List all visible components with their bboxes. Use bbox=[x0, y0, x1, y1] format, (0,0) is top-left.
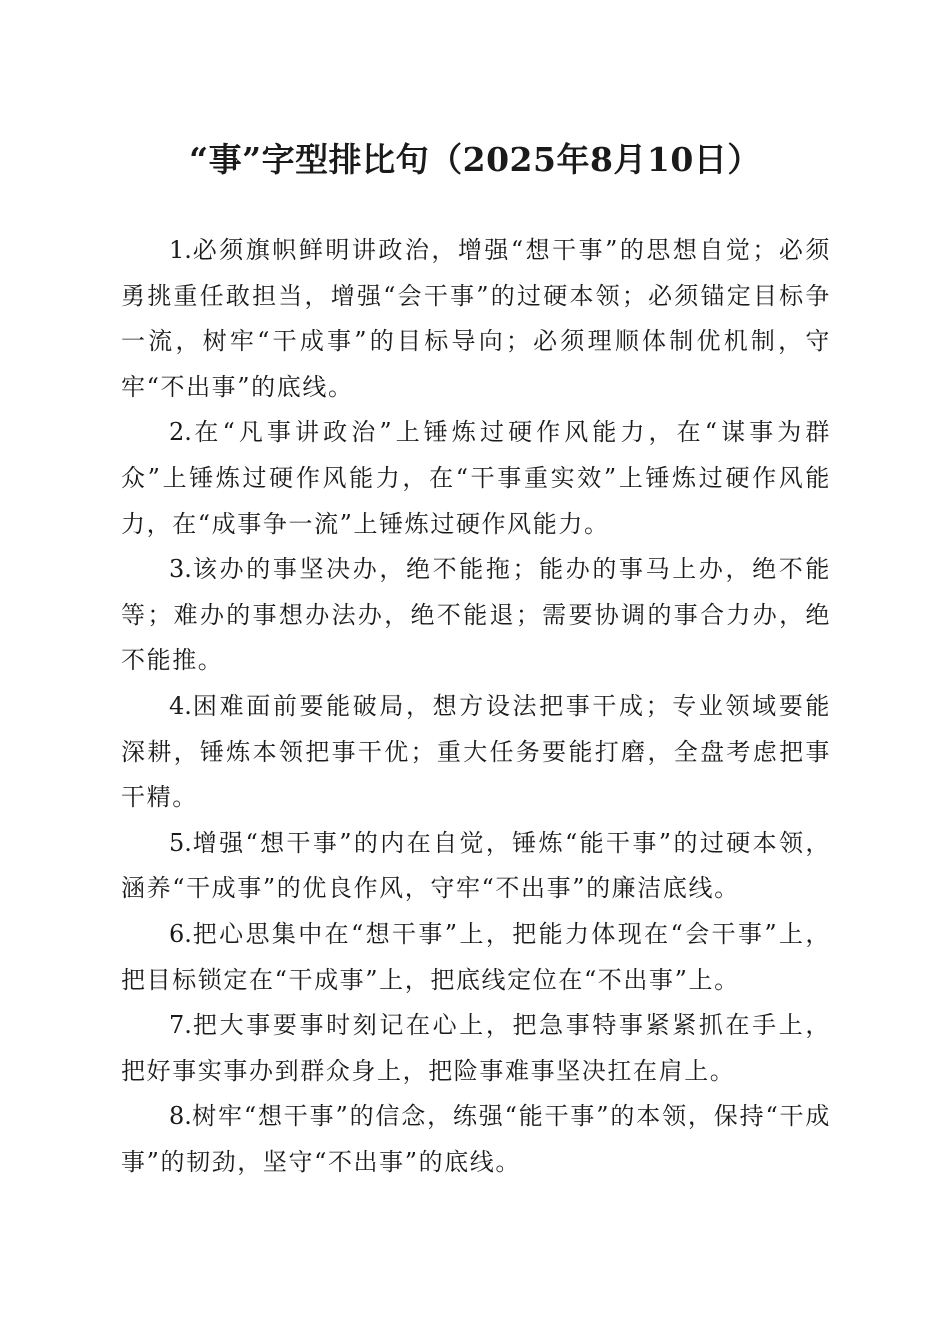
paragraph-2 bbox=[121, 410, 831, 547]
paragraph-text: 必须旗帜鲜明讲政治，增强“想干事”的思想自觉；必须勇挑重任敢担当，增强“会干事”的过硬本领；必须锚定目标争一流，树牢“干成事”的目标导向；必须理顺体制优机制，守牢“不出事”的底线。 bbox=[121, 236, 831, 401]
paragraph-1 bbox=[121, 228, 831, 410]
paragraph-text: 困难面前要能破局，想方设法把事干成；专业领域要能深耕，锤炼本领把事干优；重大任务要能打磨，全盘考虑把事干精。 bbox=[121, 691, 831, 812]
paragraph-number: 3. bbox=[169, 555, 192, 584]
paragraph-6 bbox=[121, 912, 831, 1003]
paragraph-text: 把心思集中在“想干事”上，把能力体现在“会干事”上，把目标锁定在“干成事”上，把底线定位在“不出事”上。 bbox=[121, 919, 831, 994]
paragraph-number: 7. bbox=[169, 1011, 192, 1040]
paragraph-7 bbox=[121, 1003, 831, 1094]
paragraph-5 bbox=[121, 821, 831, 912]
paragraph-text: 树牢“想干事”的信念，练强“能干事”的本领，保持“干成事”的韧劲，坚守“不出事”的底线。 bbox=[121, 1102, 831, 1176]
paragraph-4 bbox=[121, 684, 831, 821]
paragraph-number: 4. bbox=[169, 691, 192, 720]
paragraph-3 bbox=[121, 547, 831, 684]
paragraph-text: 在“凡事讲政治”上锤炼过硬作风能力，在“谋事为群众”上锤炼过硬作风能力，在“干事重实效”上锤炼过硬作风能力，在“成事争一流”上锤炼过硬作风能力。 bbox=[121, 418, 831, 538]
document-body bbox=[121, 228, 831, 1185]
paragraph-text: 增强“想干事”的内在自觉，锤炼“能干事”的过硬本领，涵养“干成事”的优良作风，守牢“不出事”的廉洁底线。 bbox=[121, 828, 831, 903]
paragraph-number: 8. bbox=[169, 1102, 192, 1131]
paragraph-number: 2. bbox=[169, 418, 192, 447]
paragraph-number: 6. bbox=[169, 919, 192, 948]
paragraph-text: 该办的事坚决办，绝不能拖；能办的事马上办，绝不能等；难办的事想办法办，绝不能退；需要协调的事合力办，绝不能推。 bbox=[121, 555, 831, 675]
paragraph-text: 把大事要事时刻记在心上，把急事特事紧紧抓在手上，把好事实事办到群众身上，把险事难事坚决扛在肩上。 bbox=[121, 1011, 831, 1085]
paragraph-number: 1. bbox=[169, 236, 192, 264]
paragraph-number: 5. bbox=[169, 828, 192, 857]
page-title: “事”字型排比句（2025年8月10日） bbox=[189, 140, 761, 179]
paragraph-8 bbox=[121, 1094, 831, 1185]
